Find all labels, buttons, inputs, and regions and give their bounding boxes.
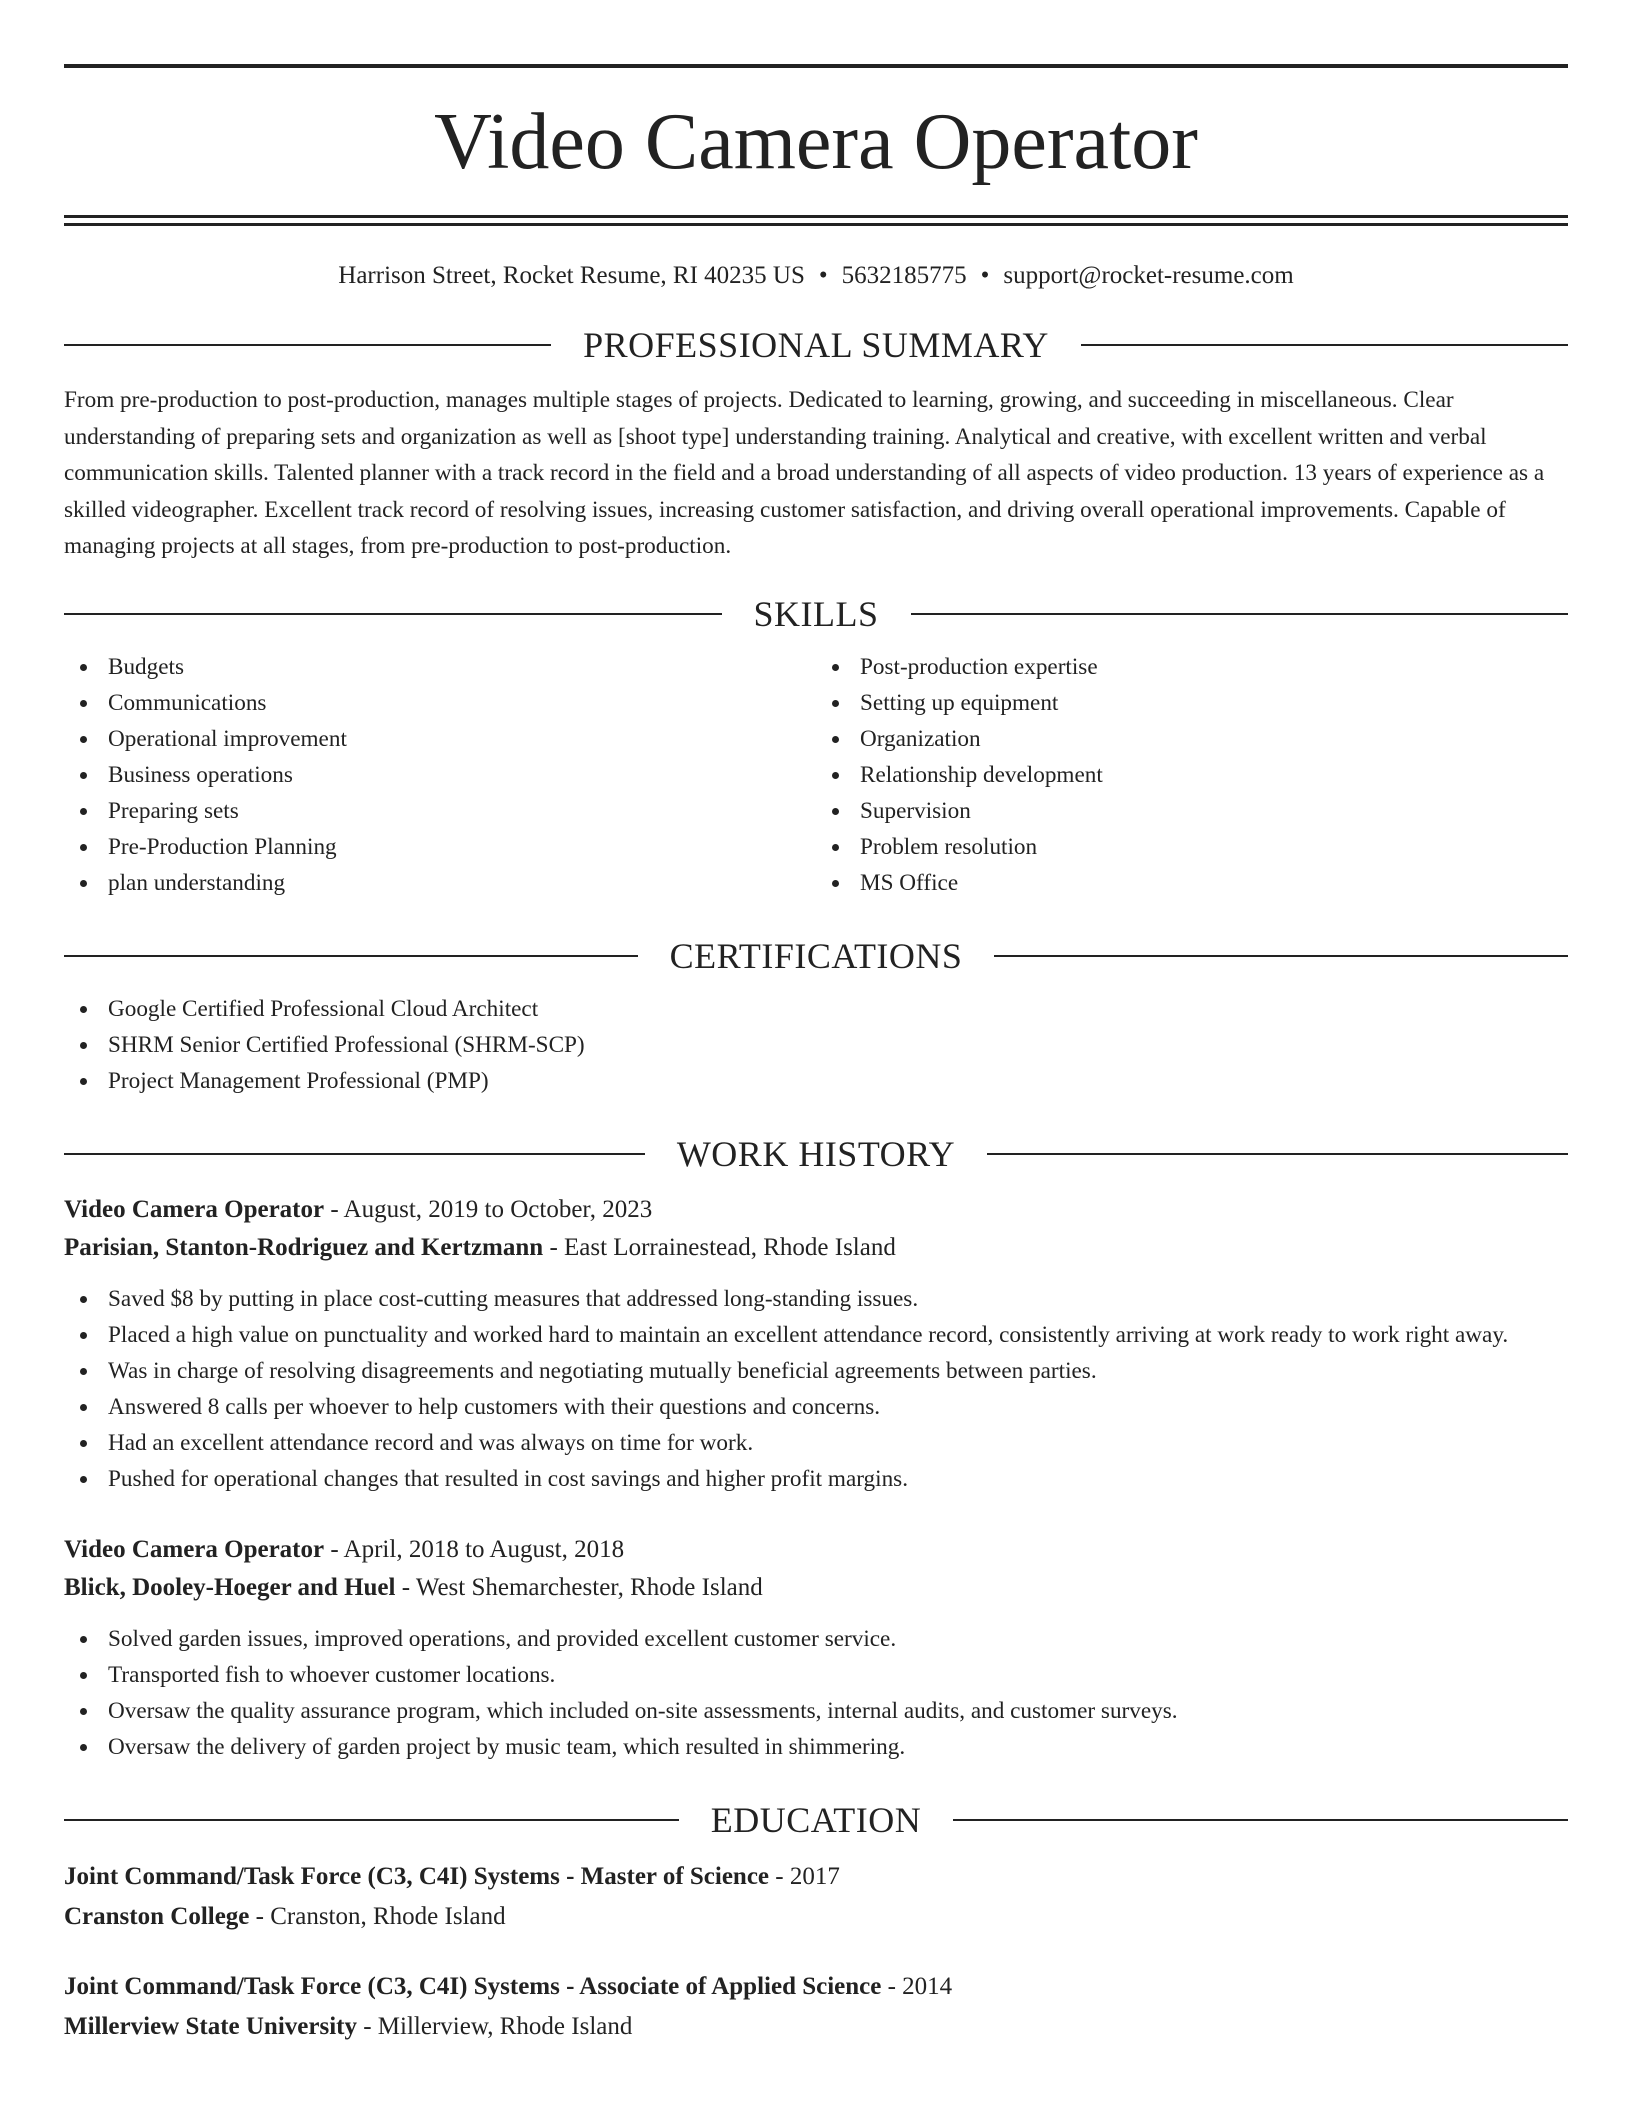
contact-phone: 5632185775: [841, 262, 967, 289]
skill-item: Problem resolution: [816, 829, 1568, 865]
job-bullet: Placed a high value on punctuality and worked hard to maintain an excellent attendance record, consistently arriving at work ready to work right away.: [64, 1317, 1568, 1353]
skills-heading-text: SKILLS: [753, 593, 879, 634]
job-company: Parisian, Stanton-Rodriguez and Kertzmann: [64, 1233, 544, 1261]
job-company-line: [64, 1569, 1568, 1607]
education-degree-line: [64, 1967, 1568, 2007]
education-school: Cranston College: [64, 1902, 250, 1930]
certifications-list: [64, 991, 1568, 1099]
skill-item: plan understanding: [64, 865, 816, 901]
job-company-line: [64, 1229, 1568, 1267]
contact-line: [64, 262, 1568, 290]
skill-item: Pre-Production Planning: [64, 829, 816, 865]
title-double-rule: [64, 215, 1568, 226]
summary-heading-text: PROFESSIONAL SUMMARY: [583, 325, 1049, 365]
skill-item: Setting up equipment: [816, 685, 1568, 721]
skill-item: MS Office: [816, 865, 1568, 901]
top-rule: [64, 64, 1568, 68]
job-bullet: Had an excellent attendance record and was always on time for work.: [64, 1425, 1568, 1461]
job-dates: - April, 2018 to August, 2018: [324, 1535, 625, 1563]
skill-item: Organization: [816, 721, 1568, 757]
education-degree: Joint Command/Task Force (C3, C4I) Systems - Associate of Applied Science: [64, 1972, 882, 2000]
job-entry: [64, 1531, 1568, 1765]
job-location: - East Lorrainestead, Rhode Island: [543, 1233, 896, 1261]
job-bullet: Oversaw the quality assurance program, which included on-site assessments, internal audits, and customer surveys.: [64, 1693, 1568, 1729]
education-heading: [64, 1799, 1568, 1841]
heading-rule: [911, 613, 1569, 615]
education-location: - Cranston, Rhode Island: [249, 1902, 506, 1930]
education-heading-text: EDUCATION: [710, 1799, 922, 1840]
education-school-line: [64, 2007, 1568, 2047]
skill-item: Preparing sets: [64, 793, 816, 829]
job-dates: - August, 2019 to October, 2023: [324, 1195, 653, 1223]
skill-item: Operational improvement: [64, 721, 816, 757]
heading-rule: [64, 613, 722, 615]
education-location: - Millerview, Rhode Island: [356, 2012, 633, 2040]
education-year: - 2014: [881, 1972, 953, 2000]
summary-heading: [64, 324, 1568, 366]
job-bullet: Transported fish to whoever customer locations.: [64, 1657, 1568, 1693]
heading-rule: [953, 1819, 1568, 1821]
education-school: Millerview State University: [64, 2012, 357, 2040]
heading-rule: [64, 955, 638, 957]
job-location: - West Shemarchester, Rhode Island: [395, 1573, 763, 1601]
skills-columns: [64, 649, 1568, 901]
job-role: Video Camera Operator: [64, 1195, 325, 1223]
contact-separator: •: [818, 262, 828, 289]
skills-list-right: [816, 649, 1568, 901]
education-entry: [64, 1857, 1568, 1937]
skill-item: Communications: [64, 685, 816, 721]
summary-text: From pre-production to post-production, manages multiple stages of projects. Dedicated to learning, growing, and succeeding in miscellaneous. Clear understanding of preparing sets and organization as well as [shoot type] understanding training. Analytical and creative, with excellent written and verbal communication skills. Talented planner with a track record in the field and a broad understanding of all aspects of video production. 13 years of experience as a skilled videographer. Excellent track record of resolving issues, increasing customer satisfaction, and driving overall operational improvements. Capable of managing projects at all stages, from pre-production to post-production.: [64, 387, 1545, 559]
job-bullet: Was in charge of resolving disagreements and negotiating mutually beneficial agreements between parties.: [64, 1353, 1568, 1389]
contact-email: support@rocket-resume.com: [1003, 262, 1294, 289]
skill-item: Relationship development: [816, 757, 1568, 793]
job-bullet: Saved $8 by putting in place cost-cutting measures that addressed long-standing issues.: [64, 1281, 1568, 1317]
heading-rule: [64, 344, 551, 346]
job-bullet: Oversaw the delivery of garden project by music team, which resulted in shimmering.: [64, 1729, 1568, 1765]
job-bullet: Pushed for operational changes that resulted in cost savings and higher profit margins.: [64, 1461, 1568, 1497]
education-year: - 2017: [769, 1862, 840, 1890]
skills-list-left: [64, 649, 816, 901]
job-entry: [64, 1191, 1568, 1497]
skill-item: Business operations: [64, 757, 816, 793]
job-bullets: [64, 1621, 1568, 1765]
certification-item: Project Management Professional (PMP): [64, 1063, 1568, 1099]
contact-separator: •: [980, 262, 990, 289]
skills-heading: [64, 593, 1568, 635]
job-company: Blick, Dooley-Hoeger and Huel: [64, 1573, 396, 1601]
education-entry: [64, 1967, 1568, 2047]
job-title-line: [64, 1191, 1568, 1229]
heading-rule: [1081, 344, 1568, 346]
work-heading: [64, 1133, 1568, 1175]
certification-item: Google Certified Professional Cloud Architect: [64, 991, 1568, 1027]
certification-item: SHRM Senior Certified Professional (SHRM-SCP): [64, 1027, 1568, 1063]
resume-title: Video Camera Operator: [434, 98, 1198, 186]
skill-item: Supervision: [816, 793, 1568, 829]
job-bullet: Solved garden issues, improved operations, and provided excellent customer service.: [64, 1621, 1568, 1657]
certifications-heading: [64, 935, 1568, 977]
contact-address: Harrison Street, Rocket Resume, RI 40235 US: [338, 262, 805, 289]
heading-rule: [64, 1153, 645, 1155]
heading-rule: [987, 1153, 1568, 1155]
job-title-line: [64, 1531, 1568, 1569]
heading-rule: [64, 1819, 679, 1821]
certifications-heading-text: CERTIFICATIONS: [669, 935, 963, 976]
education-school-line: [64, 1897, 1568, 1937]
job-bullets: [64, 1281, 1568, 1497]
education-degree-line: [64, 1857, 1568, 1897]
work-heading-text: WORK HISTORY: [676, 1133, 956, 1174]
job-bullet: Answered 8 calls per whoever to help customers with their questions and concerns.: [64, 1389, 1568, 1425]
job-role: Video Camera Operator: [64, 1535, 325, 1563]
education-degree: Joint Command/Task Force (C3, C4I) Systems - Master of Science: [64, 1862, 770, 1890]
heading-rule: [994, 955, 1568, 957]
skill-item: Post-production expertise: [816, 649, 1568, 685]
skill-item: Budgets: [64, 649, 816, 685]
